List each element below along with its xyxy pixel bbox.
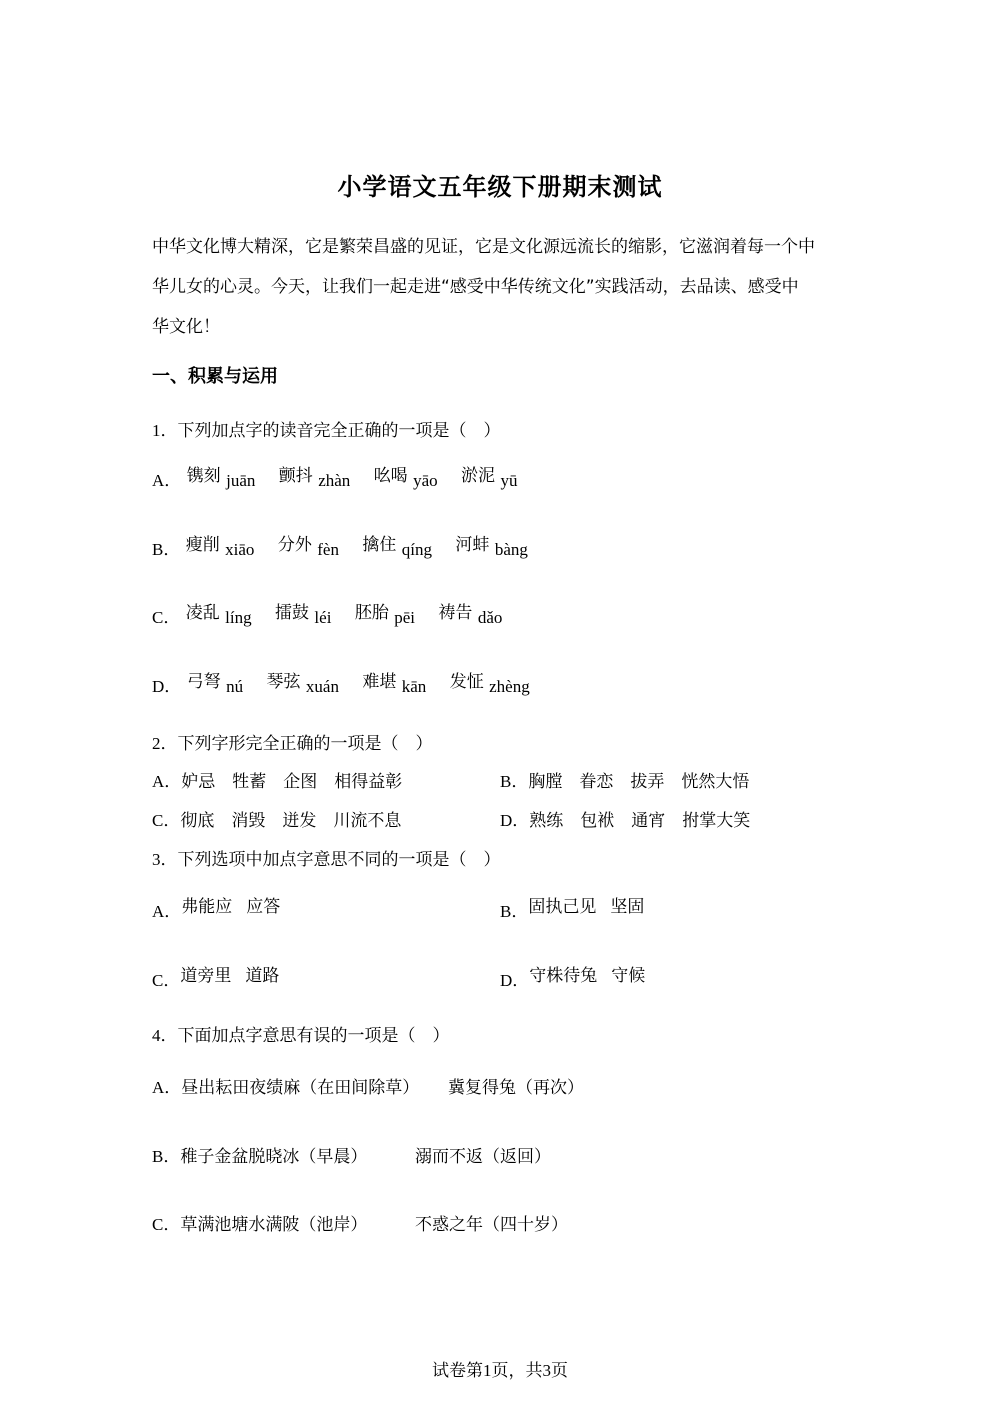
word: 发怔 [449,672,484,692]
footer-suffix: 页 [551,1361,568,1381]
q4-option-c [152,1210,367,1235]
q2-option-b [500,767,749,792]
page-footer [0,1356,1000,1381]
q1-option-c [152,603,502,628]
intro-line-3: 华文化！ [152,317,220,337]
section-heading: 一、积累与运用 [152,366,278,387]
option-label: A． [152,471,182,490]
option-word-a: 固执己见 [528,897,597,917]
option-word-b: 守候 [611,966,646,986]
pinyin: juān [226,471,256,490]
pinyin: léi [314,608,332,627]
footer-page-number: 1 [483,1361,492,1380]
pinyin: nú [226,677,244,696]
option-text: 胸膛 眷恋 拔弄 恍然大悟 [528,772,750,792]
option-label: B． [152,1147,181,1166]
option-word-b: 坚固 [610,897,645,917]
option-part-b: 不惑之年（四十岁） [415,1215,568,1235]
question-1 [152,416,501,441]
option-part-b: 溺而不返（返回） [415,1147,551,1167]
word: 吆喝 [373,466,408,486]
q2-option-a [152,767,402,792]
question-number: 2． [152,734,178,753]
pinyin: bàng [494,540,528,559]
pinyin: xuán [305,677,339,696]
option-text: 妒忌 牲蓄 企图 相得益彰 [181,772,403,792]
option-word-a: 弗能应 [181,897,233,917]
word: 琴弦 [266,672,301,692]
pinyin: zhèng [489,677,530,696]
option-word-b: 道路 [245,966,280,986]
option-text: 彻底 消毁 迸发 川流不息 [180,811,402,831]
q3-option-d [500,966,645,991]
pinyin: dǎo [477,608,503,627]
question-4 [152,1021,450,1046]
question-number: 1． [152,421,178,440]
pinyin: pēi [394,608,416,627]
option-part-b: 冀复得兔（再次） [448,1078,584,1098]
intro-line-2: 华儿女的心灵。今天，让我们一起走进“感受中华传统文化”实践活动，去品读、感受中 [152,277,799,297]
pinyin: xiāo [225,540,255,559]
option-label: A． [152,902,182,921]
question-stem: 下列加点字的读音完全正确的一项是（ ） [177,421,501,441]
word: 镌刻 [186,466,221,486]
word: 瘦削 [185,535,220,555]
q3-option-a [152,897,280,922]
footer-page-total: 3 [542,1361,551,1380]
q3-option-c [152,966,279,991]
option-label: B． [152,540,181,559]
question-stem: 下面加点字意思有误的一项是（ ） [177,1026,450,1046]
word: 难堪 [362,672,397,692]
option-label: C． [152,608,181,627]
question-number: 4． [152,1026,178,1045]
option-label: D． [152,677,182,696]
option-label: D． [500,811,530,830]
word: 擂鼓 [275,603,310,623]
word: 凌乱 [185,603,220,623]
q2-option-c [152,806,401,831]
q4-option-c-second [415,1210,568,1235]
option-word-a: 道旁里 [180,966,232,986]
q4-option-a-second [448,1073,584,1098]
option-label: B． [500,902,529,921]
option-text: 熟练 包袱 通宵 拊掌大笑 [529,811,751,831]
pinyin: kān [401,677,427,696]
footer-prefix: 试卷第 [432,1361,483,1381]
option-label: A． [152,772,182,791]
word: 弓弩 [186,672,221,692]
question-stem: 下列选项中加点字意思不同的一项是（ ） [177,850,501,870]
q1-option-b [152,535,528,560]
question-2 [152,729,433,754]
q1-option-d [152,672,530,697]
pinyin: yāo [413,471,438,490]
question-stem: 下列字形完全正确的一项是（ ） [177,734,433,754]
intro-line-1: 中华文化博大精深，它是繁荣昌盛的见证，它是文化源远流长的缩影，它滋润着每一个中 [152,237,815,257]
option-label: C． [152,971,181,990]
option-label: C． [152,1215,181,1234]
pinyin: fèn [317,540,339,559]
q4-option-b-second [415,1142,551,1167]
option-part-a: 昼出耘田夜绩麻（在田间除草） [181,1078,420,1098]
word: 胚胎 [354,603,389,623]
word: 河蚌 [455,535,490,555]
word: 颤抖 [278,466,313,486]
pinyin: zhàn [318,471,351,490]
word: 淤泥 [461,466,496,486]
q4-option-a [152,1073,419,1098]
pinyin: líng [225,608,252,627]
word: 擒住 [362,535,397,555]
option-label: C． [152,811,181,830]
q2-option-d [500,806,750,831]
question-number: 3． [152,850,178,869]
option-part-a: 稚子金盆脱晓冰（早晨） [180,1147,368,1167]
option-label: A． [152,1078,182,1097]
q3-option-b [500,897,644,922]
page-title: 小学语文五年级下册期末测试 [337,173,663,201]
option-label: B． [500,772,529,791]
q1-option-a [152,466,517,491]
footer-middle: 页，共 [491,1361,543,1381]
option-word-b: 应答 [246,897,281,917]
word: 分外 [277,535,312,555]
question-3 [152,845,501,870]
pinyin: yū [500,471,518,490]
word: 祷告 [438,603,473,623]
option-label: D． [500,971,530,990]
option-word-a: 守株待兔 [529,966,598,986]
q4-option-b [152,1142,367,1167]
pinyin: qíng [401,540,433,559]
option-part-a: 草满池塘水满陂（池岸） [180,1215,368,1235]
